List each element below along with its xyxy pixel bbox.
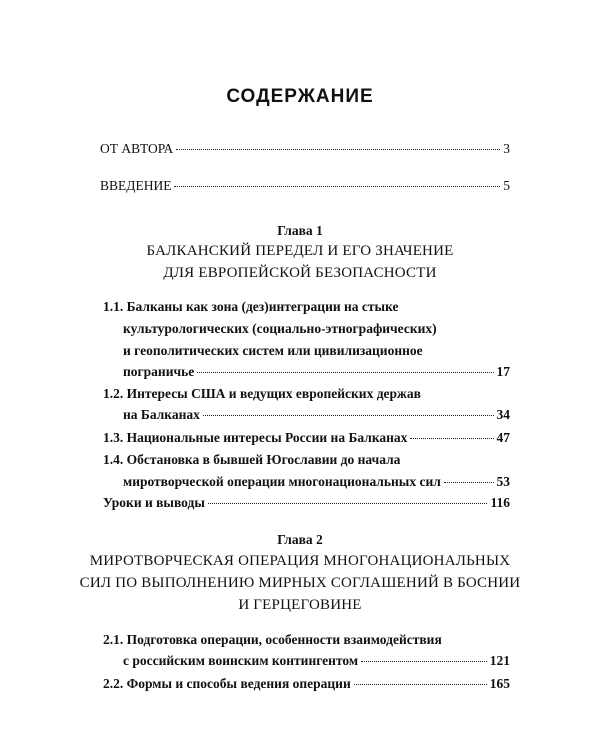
- toc-entry-label: ОТ АВТОРА: [100, 141, 174, 156]
- toc-entry-label: на Балканах: [123, 407, 200, 422]
- dot-leader: [197, 372, 493, 373]
- toc-entry-1-1-line-1: 1.1. Балканы как зона (дез)интеграции на стыке: [103, 299, 399, 314]
- toc-entry-label: 1.3. Национальные интересы России на Балканах: [103, 430, 408, 445]
- chapter-2-title-line-3: И ГЕРЦЕГОВИНЕ: [238, 597, 362, 613]
- chapter-1-title-line-1: БАЛКАНСКИЙ ПЕРЕДЕЛ И ЕГО ЗНАЧЕНИЕ: [146, 243, 454, 259]
- toc-entry-label: с российским воинским контингентом: [123, 653, 359, 668]
- toc-entry-1-4-line-1: 1.4. Обстановка в бывшей Югославии до начала: [103, 452, 401, 467]
- dot-leader: [174, 186, 500, 187]
- toc-entry-label: Уроки и выводы: [103, 495, 205, 510]
- toc-page-number: 34: [496, 407, 510, 422]
- toc-entry-2-1-last-line: [123, 652, 510, 670]
- toc-entry-label: 2.2. Формы и способы ведения операции: [103, 676, 351, 691]
- toc-entry-lessons: [103, 494, 510, 512]
- dot-leader: [176, 149, 500, 150]
- toc-entry-1-1-line-3: и геополитических систем или цивилизационное: [123, 343, 423, 358]
- chapter-1-title-line-2: ДЛЯ ЕВРОПЕЙСКОЙ БЕЗОПАСНОСТИ: [163, 265, 437, 281]
- toc-entry-author: [100, 140, 510, 158]
- toc-entry-1-1-last-line: [123, 363, 510, 381]
- toc-entry-1-4-last-line: [123, 473, 510, 491]
- toc-entry-1-3: [103, 429, 510, 447]
- toc-entry-introduction: [100, 177, 510, 195]
- toc-entry-label: пограничье: [123, 364, 195, 379]
- chapter-2-title-line-1: МИРОТВОРЧЕСКАЯ ОПЕРАЦИЯ МНОГОНАЦИОНАЛЬНЫХ: [89, 553, 511, 569]
- dot-leader: [361, 661, 487, 662]
- dot-leader: [208, 503, 488, 504]
- toc-page-number: 5: [503, 178, 510, 193]
- toc-page-number: 3: [503, 141, 510, 156]
- toc-page-number: 116: [490, 495, 510, 510]
- chapter-2-label: Глава 2: [277, 532, 323, 547]
- toc-entry-1-1-line-2: культурологических (социально-этнографических): [123, 321, 437, 336]
- toc-entry-1-2-last-line: [123, 406, 510, 424]
- toc-page-number: 53: [496, 474, 510, 489]
- dot-leader: [444, 482, 494, 483]
- dot-leader: [203, 415, 494, 416]
- toc-entry-1-2-line-1: 1.2. Интересы США и ведущих европейских держав: [103, 386, 421, 401]
- toc-page-number: 121: [489, 653, 510, 668]
- page-title: СОДЕРЖАНИЕ: [226, 86, 374, 107]
- toc-page-number: 165: [489, 676, 510, 691]
- toc-entry-label: миротворческой операции многонациональных сил: [123, 474, 441, 489]
- chapter-2-title-line-2: СИЛ ПО ВЫПОЛНЕНИЮ МИРНЫХ СОГЛАШЕНИЙ В БОСНИИ: [79, 575, 521, 591]
- dot-leader: [410, 438, 493, 439]
- chapter-1-label: Глава 1: [277, 223, 323, 238]
- dot-leader: [354, 684, 487, 685]
- toc-entry-label: ВВЕДЕНИЕ: [100, 178, 172, 193]
- toc-page-number: 47: [496, 430, 510, 445]
- toc-entry-2-1-line-1: 2.1. Подготовка операции, особенности взаимодействия: [103, 632, 442, 647]
- toc-entry-2-2: [103, 675, 510, 693]
- toc-page-number: 17: [496, 364, 510, 379]
